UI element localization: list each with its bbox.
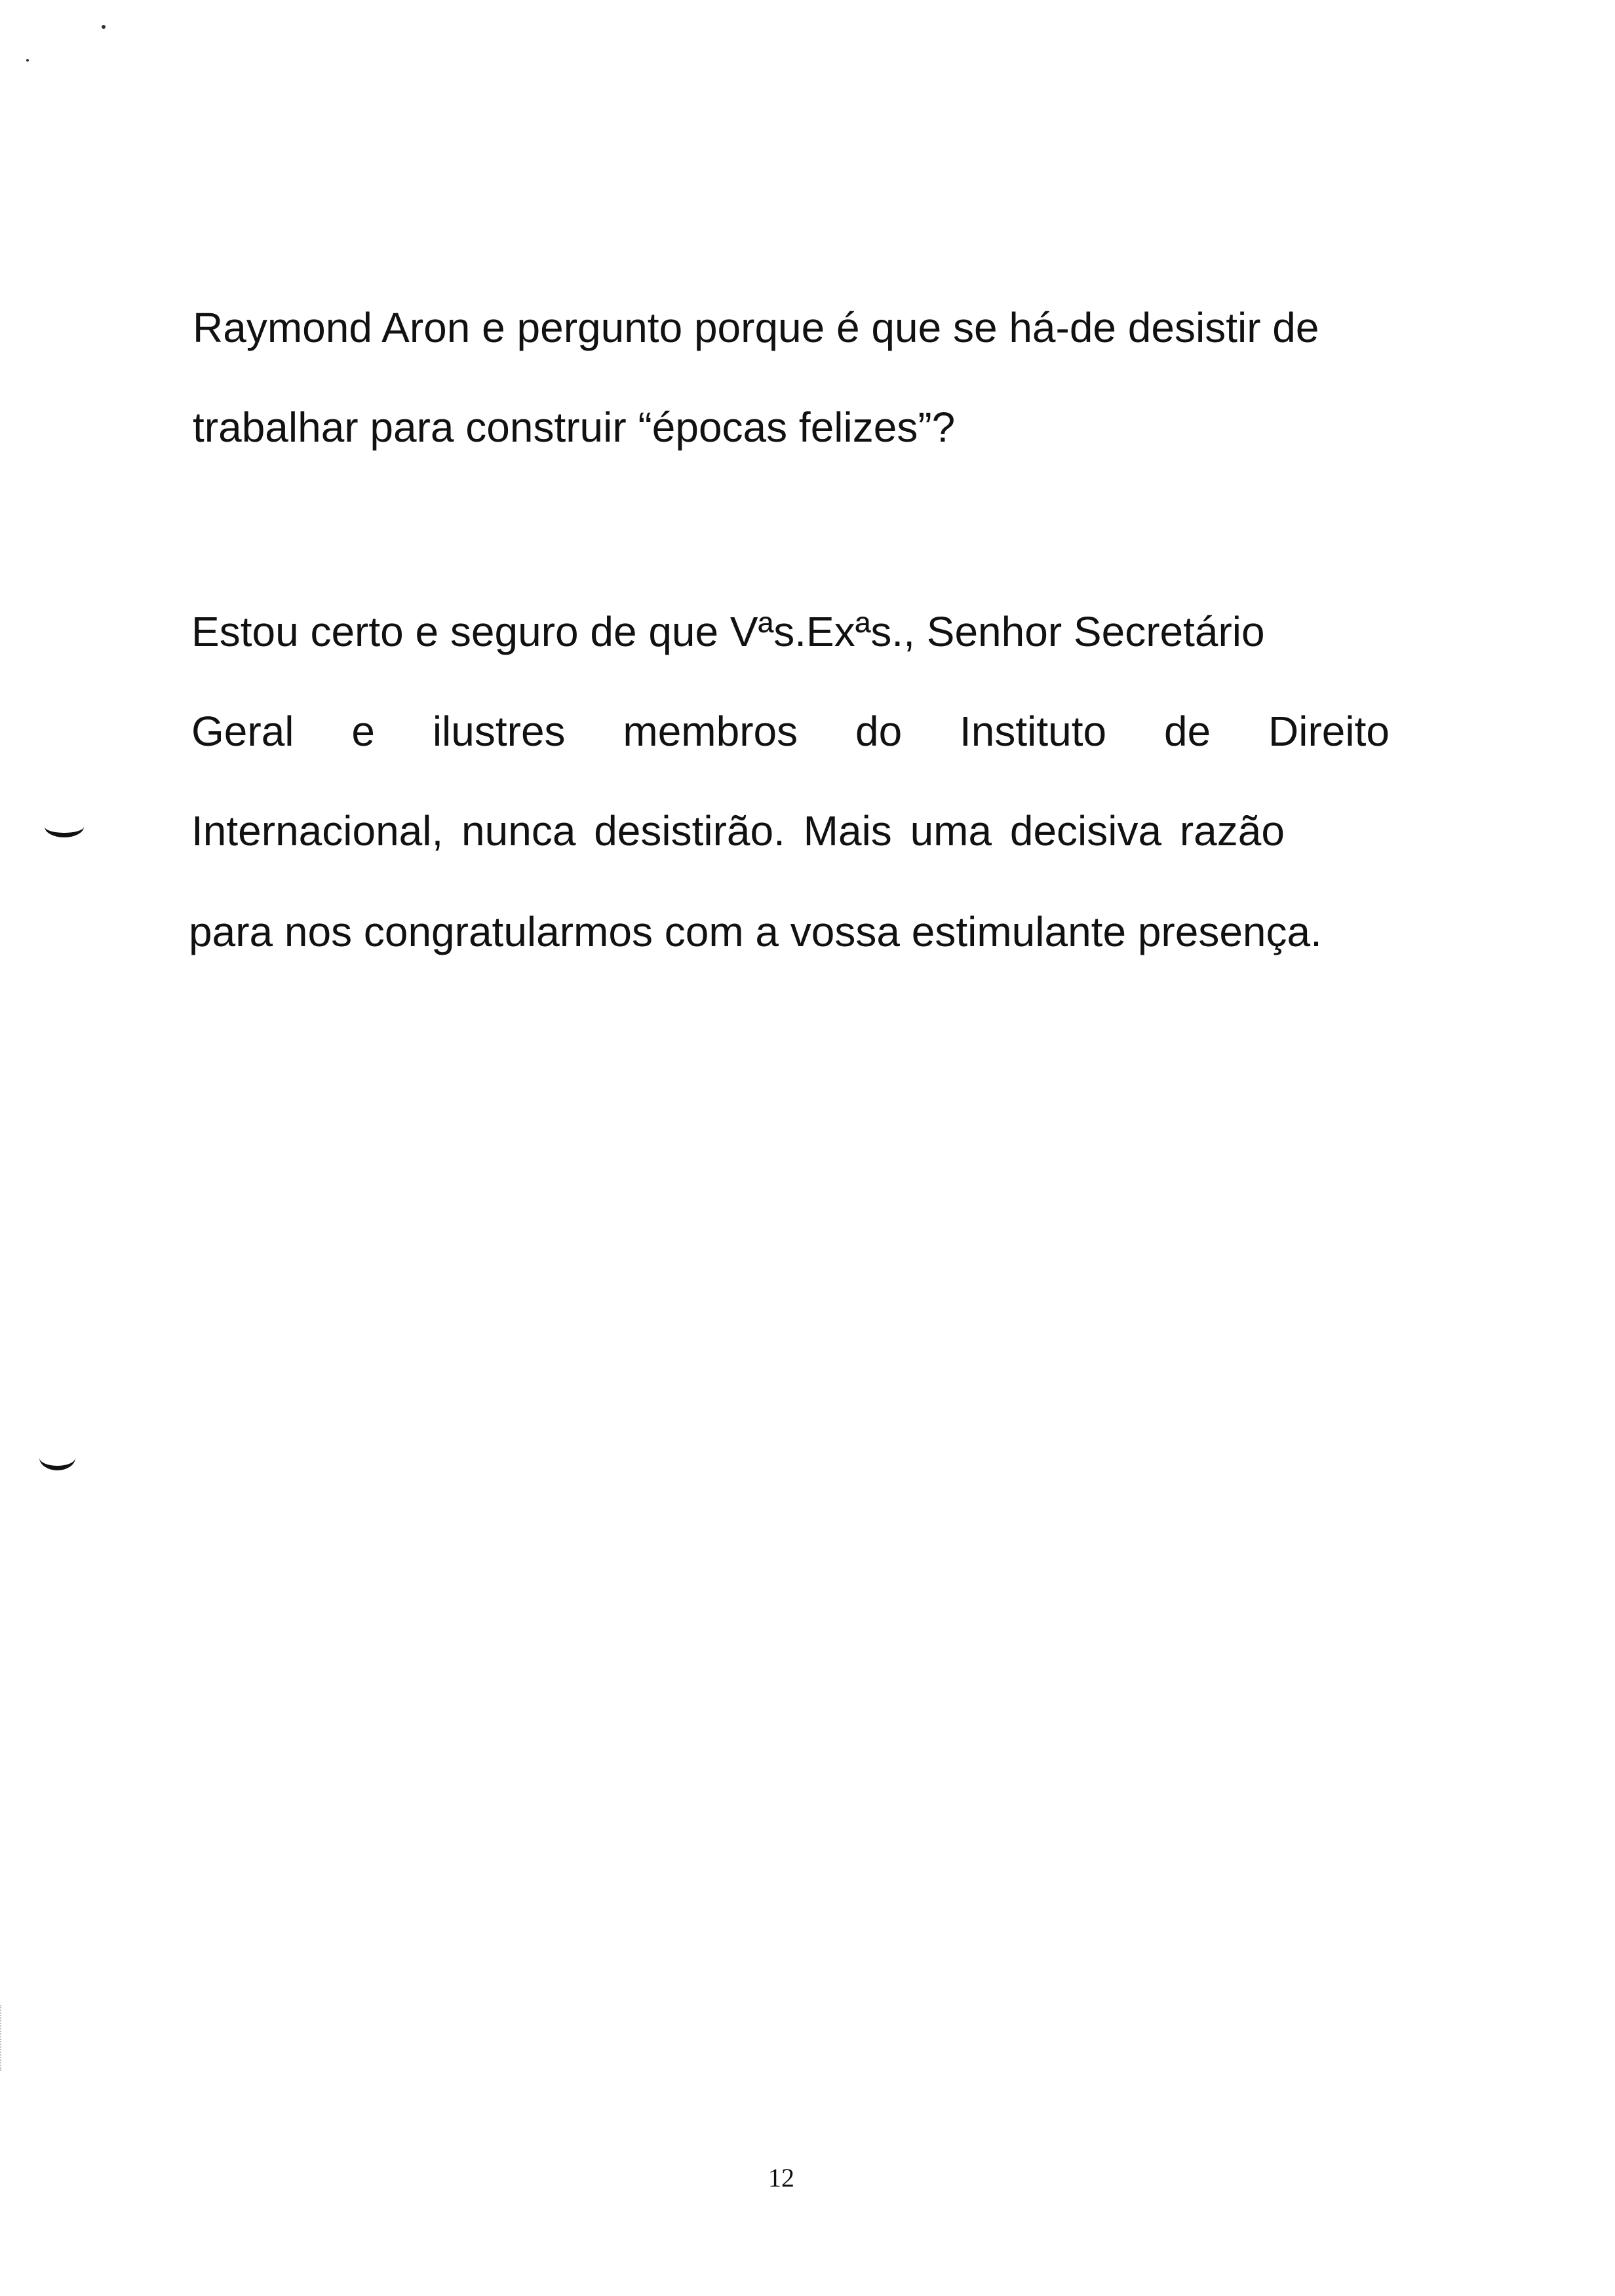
word: e bbox=[351, 708, 375, 755]
scan-speck bbox=[26, 59, 29, 62]
paragraph-1-line-1: Raymond Aron e pergunto porque é que se há-de desistir de bbox=[193, 304, 1319, 351]
paragraph-1-line-2: trabalhar para construir “épocas felizes”? bbox=[193, 404, 956, 451]
scan-speck bbox=[102, 25, 106, 29]
word: do bbox=[855, 708, 903, 755]
binding-hole-mark bbox=[39, 1445, 75, 1470]
word: Instituto bbox=[960, 708, 1107, 755]
word: de bbox=[1164, 708, 1211, 755]
word: Geral bbox=[191, 708, 294, 755]
page-number: 12 bbox=[768, 2163, 794, 2192]
binding-hole-mark bbox=[45, 816, 84, 837]
word: ilustres bbox=[432, 708, 566, 755]
paragraph-2-line-4: para nos congratularmos com a vossa estimulante presença. bbox=[189, 908, 1322, 955]
paragraph-2-line-2 bbox=[191, 706, 1390, 756]
paragraph-2-line-1: Estou certo e seguro de que Vªs.Exªs., Senhor Secretário bbox=[191, 608, 1265, 655]
word: Direito bbox=[1268, 708, 1390, 755]
word: membros bbox=[623, 708, 798, 755]
paragraph-2-line-3: Internacional, nunca desistirão. Mais uma decisiva razão bbox=[191, 807, 1285, 854]
scan-edge-ticks bbox=[0, 2005, 3, 2071]
